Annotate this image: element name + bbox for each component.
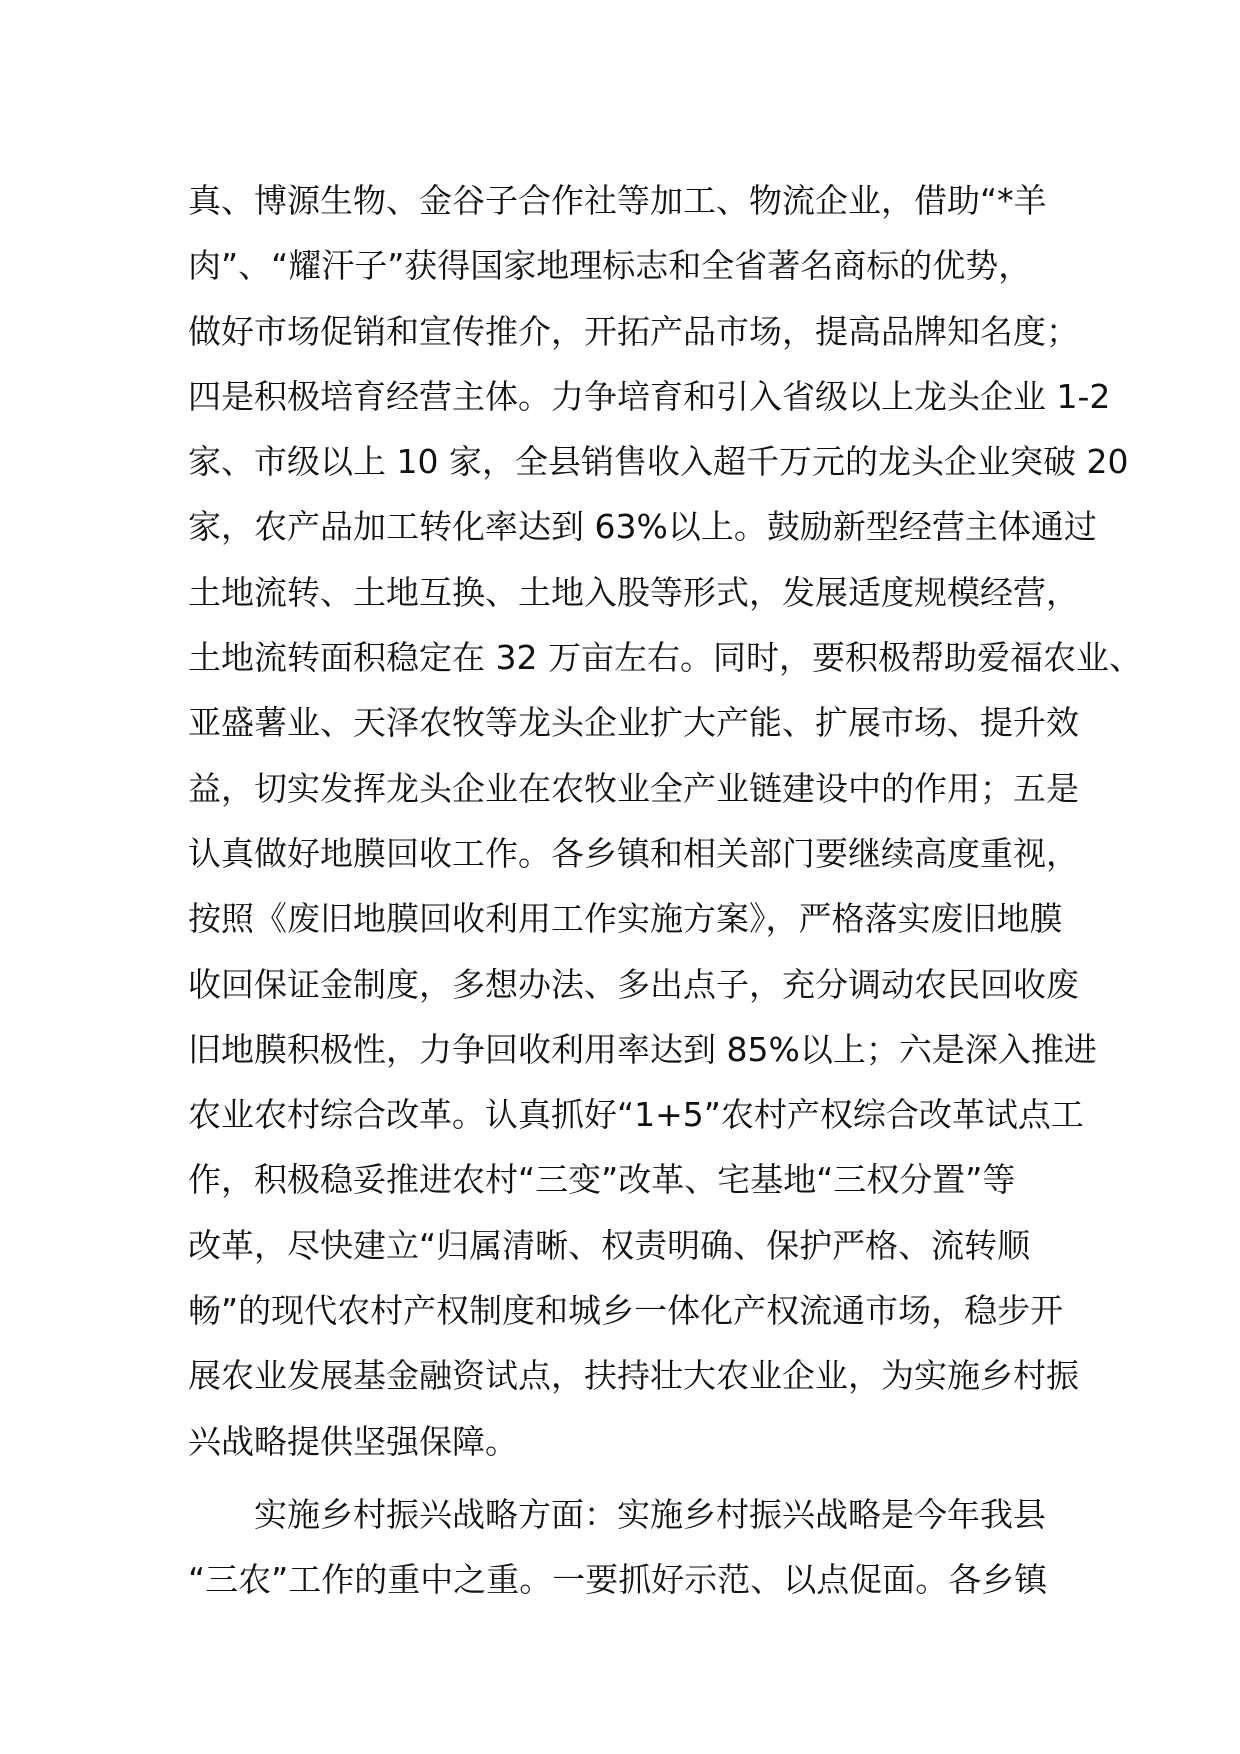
- text-line: 农业农村综合改革。认真抓好“1+5”农村产权综合改革试点工: [188, 1095, 1084, 1135]
- text-line: 畅”的现代农村产权制度和城乡一体化产权流通市场，稳步开: [188, 1291, 1064, 1331]
- text-line: 家，农产品加工转化率达到 63%以上。鼓励新型经营主体通过: [188, 507, 1097, 547]
- text-line: 土地流转、土地互换、土地入股等形式，发展适度规模经营，: [188, 572, 1079, 612]
- text-line: 旧地膜积极性，力争回收利用率达到 85%以上；六是深入推进: [188, 1029, 1097, 1069]
- text-line: 家、市级以上 10 家，全县销售收入超千万元的龙头企业突破 20: [188, 442, 1129, 482]
- text-line: 展农业发展基金融资试点，扶持壮大农业企业，为实施乡村振: [188, 1356, 1079, 1396]
- paragraph: [188, 1482, 1068, 1613]
- text-line: 兴战略提供坚强保障。: [188, 1421, 518, 1461]
- body-text: [188, 168, 1142, 1613]
- text-line: 益，切实发挥龙头企业在农牧业全产业链建设中的作用；五是: [188, 768, 1079, 808]
- text-line: 认真做好地膜回收工作。各乡镇和相关部门要继续高度重视，: [188, 833, 1079, 873]
- text-line: 作，积极稳妥推进农村“三变”改革、宅基地“三权分置”等: [188, 1160, 1016, 1200]
- text-line: 按照《废旧地膜回收利用工作实施方案》，严格落实废旧地膜: [188, 899, 1063, 939]
- paragraph: [188, 168, 1142, 1474]
- text-line: 实施乡村振兴战略方面：实施乡村振兴战略是今年我县: [254, 1494, 1046, 1534]
- paragraph-spacer: [188, 1474, 1068, 1482]
- text-line: “三农”工作的重中之重。一要抓好示范、以点促面。各乡镇: [188, 1560, 1048, 1600]
- text-line: 土地流转面积稳定在 32 万亩左右。同时，要积极帮助爱福农业、: [188, 638, 1142, 678]
- text-line: 改革，尽快建立“归属清晰、权责明确、保护严格、流转顺: [188, 1225, 1031, 1265]
- text-line: 亚盛薯业、天泽农牧等龙头企业扩大产能、扩展市场、提升效: [188, 703, 1079, 743]
- text-line: 做好市场促销和宣传推介，开拓产品市场，提高品牌知名度；: [188, 311, 1079, 351]
- text-line: 四是积极培育经营主体。力争培育和引入省级以上龙头企业 1-2: [188, 376, 1111, 416]
- text-line: 真、博源生物、金谷子合作社等加工、物流企业，借助“*羊: [188, 181, 1047, 220]
- text-line: 肉”、“耀汗子”获得国家地理标志和全省著名商标的优势，: [188, 246, 1032, 286]
- text-line: 收回保证金制度，多想办法、多出点子，充分调动农民回收废: [188, 964, 1079, 1004]
